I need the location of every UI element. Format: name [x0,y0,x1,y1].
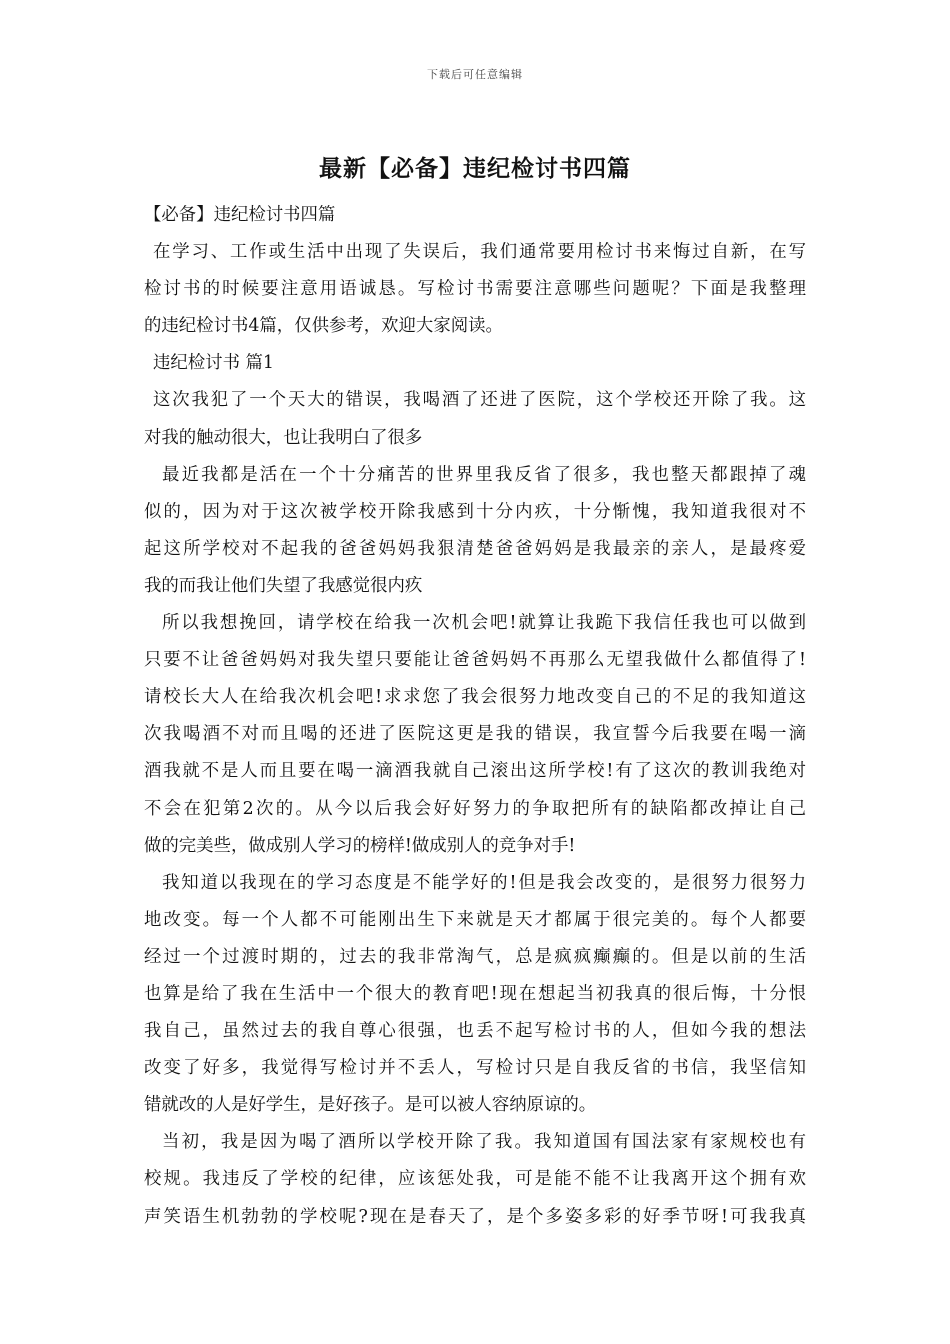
body-line: 地改变。每一个人都不可能刚出生下来就是天才都属于很完美的。每个人都要 [144,909,806,930]
body-line: 请校长大人在给我次机会吧!求求您了我会很努力地改变自己的不足的我知道这 [144,687,806,708]
document-title: 最新【必备】违纪检讨书四篇 [319,155,631,182]
body-line: 也算是给了我在生活中一个很大的教育吧!现在想起当初我真的很后悔，十分恨 [144,983,806,1004]
body-line: 违纪检讨书 篇1 [153,353,274,374]
body-line: 声笑语生机勃勃的学校呢?现在是春天了，是个多姿多彩的好季节呀!可我我真 [144,1206,806,1227]
body-line: 检讨书的时候要注意用语诚恳。写检讨书需要注意哪些问题呢？下面是我整理 [144,279,806,300]
body-line: 做的完美些，做成别人学习的榜样!做成别人的竞争对手! [144,835,576,856]
header-note: 下载后可任意编辑 [427,68,523,81]
body-line: 错就改的人是好学生，是好孩子。是可以被人容纳原谅的。 [144,1095,597,1116]
body-line: 【必备】违纪检讨书四篇 [144,205,336,225]
body-line: 改变了好多，我觉得写检讨并不丢人，写检讨只是自我反省的书信，我坚信知 [144,1058,806,1079]
body-line: 对我的触动很大，也让我明白了很多 [144,427,423,448]
body-line: 我知道以我现在的学习态度是不能学好的!但是我会改变的，是很努力很努力 [162,872,806,893]
body-line: 所以我想挽回，请学校在给我一次机会吧!就算让我跪下我信任我也可以做到 [162,613,806,634]
body-line: 我的而我让他们失望了我感觉很内疚 [144,575,423,596]
body-line: 校规。我违反了学校的纪律，应该惩处我，可是能不能不让我离开这个拥有欢 [144,1169,806,1190]
body-line: 起这所学校对不起我的爸爸妈妈我狠清楚爸爸妈妈是我最亲的亲人，是最疼爱 [144,538,806,559]
body-line: 的违纪检讨书4篇，仅供参考，欢迎大家阅读。 [144,316,503,337]
body-line: 我自己，虽然过去的我自尊心很强，也丢不起写检讨书的人，但如今我的想法 [144,1021,806,1042]
body-line: 不会在犯第2次的。从今以后我会好好努力的争取把所有的缺陷都改掉让自己 [144,798,806,819]
body-line: 经过一个过渡时期的，过去的我非常淘气，总是疯疯癫癫的。但是以前的生活 [144,946,806,967]
body-line: 最近我都是活在一个十分痛苦的世界里我反省了很多，我也整天都跟掉了魂 [162,464,806,485]
body-line: 当初，我是因为喝了酒所以学校开除了我。我知道国有国法家有家规校也有 [162,1132,806,1153]
body-line: 酒我就不是人而且要在喝一滴酒我就自己滚出这所学校!有了这次的教训我绝对 [144,761,806,782]
body-line: 次我喝酒不对而且喝的还进了医院这更是我的错误，我宣誓今后我要在喝一滴 [144,724,806,745]
document-body [144,197,806,1236]
body-line: 这次我犯了一个天大的错误，我喝酒了还进了医院，这个学校还开除了我。这 [153,390,806,411]
body-line: 只要不让爸爸妈妈对我失望只要能让爸爸妈妈不再那么无望我做什么都值得了! [144,650,806,671]
body-line: 在学习、工作或生活中出现了失误后，我们通常要用检讨书来悔过自新，在写 [153,242,806,263]
body-line: 似的，因为对于这次被学校开除我感到十分内疚，十分惭愧，我知道我很对不 [144,501,806,522]
